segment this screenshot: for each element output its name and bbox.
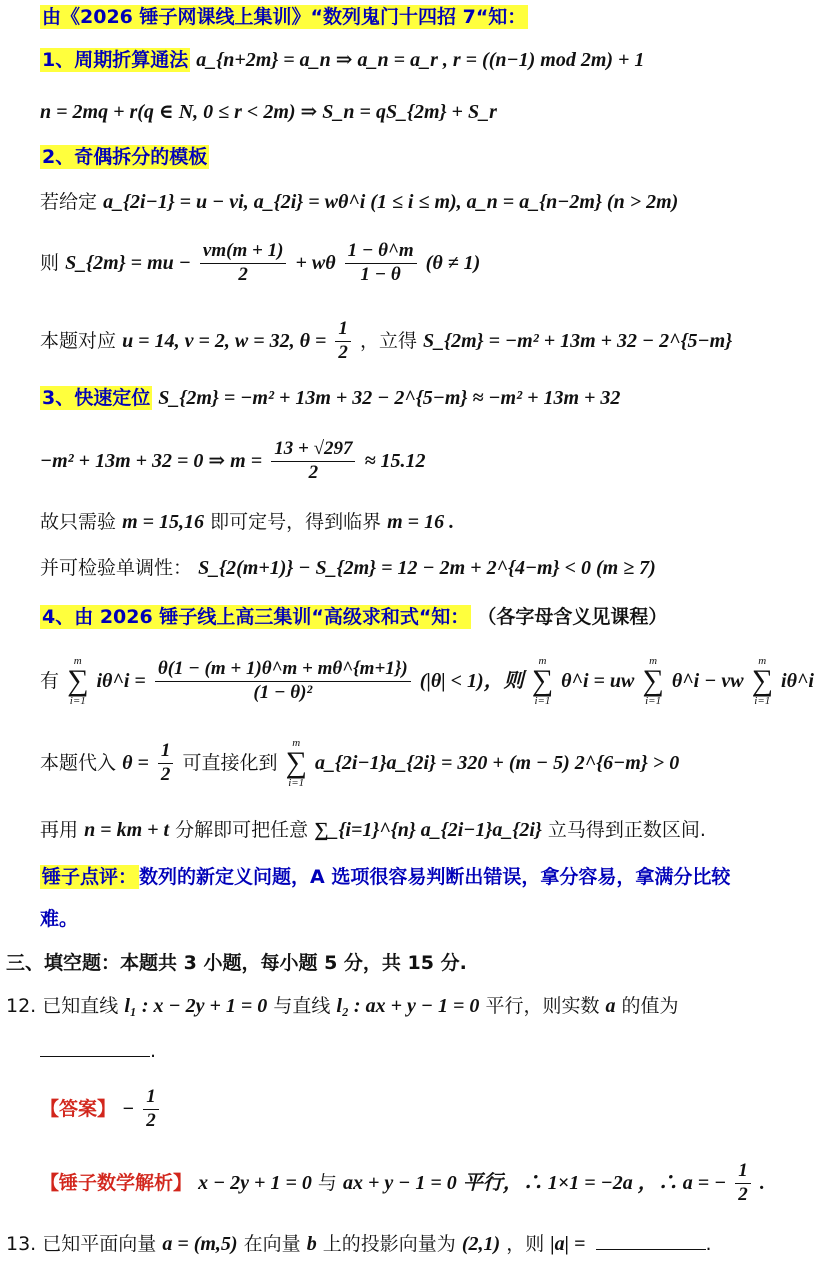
method3-root-lhs: −m² + 13m + 32 = 0 ⇒ m = xyxy=(40,449,263,472)
substitute-result: a_{2i−1}a_{2i} = 320 + (m − 5) 2^{6−m} > 0 xyxy=(314,751,680,774)
substitute-fraction xyxy=(158,740,174,787)
sum-symbol xyxy=(532,656,553,707)
method3-root-line xyxy=(40,438,425,485)
check-text-2: 即可定号，得到临界 xyxy=(210,511,382,533)
method1-formula2: n = 2mq + r(q ∈ N, 0 ≤ r < 2m) ⇒ S_n = qS_{2m} + S_r xyxy=(40,101,497,123)
q12-answer-blank[interactable] xyxy=(40,1056,150,1057)
answer-fraction xyxy=(143,1086,159,1133)
check-values: m = 15,16 xyxy=(122,511,205,533)
decompose-text-1: 再用 xyxy=(40,819,79,841)
sigma-glyph: ∑ xyxy=(531,664,554,697)
sum-symbol xyxy=(752,656,773,707)
sum-formula-label: 有 xyxy=(40,669,60,692)
sum-lower: i=1 xyxy=(534,694,551,707)
method2-given-line xyxy=(40,190,678,214)
sum-upper: m xyxy=(73,655,82,667)
method1-formula: a_{n+2m} = a_n ⇒ a_n = a_r , r = ((n−1) mod 2m) + 1 xyxy=(196,49,645,71)
q12-answer-line xyxy=(40,1086,162,1133)
analysis-line1: x − 2y + 1 = 0 xyxy=(198,1171,312,1194)
theta-fraction xyxy=(335,318,351,365)
sum-lower: i=1 xyxy=(288,776,305,789)
monotonic-label: 并可检验单调性： xyxy=(40,557,193,579)
sum-lower: i=1 xyxy=(645,694,662,707)
q12-text-3: 平行，则实数 xyxy=(485,995,600,1017)
substitute-line xyxy=(40,738,679,789)
substitute-text: 可直接化到 xyxy=(182,751,278,774)
fraction-denominator: 2 xyxy=(308,461,319,483)
q12-blank-line xyxy=(40,1040,156,1063)
q13-answer-blank[interactable] xyxy=(596,1249,706,1250)
method2-result-lhs: S_{2m} = mu − xyxy=(65,251,191,274)
fraction-denominator: 2 xyxy=(338,341,348,363)
sum-lower: i=1 xyxy=(69,694,86,707)
sigma-glyph: ∑ xyxy=(285,746,307,779)
method2-result-label: 则 xyxy=(40,251,60,274)
fraction-numerator: 1 xyxy=(335,318,351,342)
fraction-denominator: (1 − θ)² xyxy=(253,681,313,703)
method3-title: 3、快速定位 xyxy=(42,387,151,409)
method3-formula: S_{2m} = −m² + 13m + 32 − 2^{5−m} ≈ −m² + 13m + 32 xyxy=(158,387,621,409)
analysis-label: 【锤子数学解析】 xyxy=(40,1171,193,1194)
fraction-numerator: 1 − θ^m xyxy=(345,240,417,264)
sum-formula-lhs: iθ^i = xyxy=(96,669,146,692)
fraction-numerator: 13 + √297 xyxy=(271,438,355,462)
decompose-text-2: 分解即可把任意 xyxy=(175,819,309,841)
method2-given-formula: a_{2i−1} = u − vi, a_{2i} = wθ^i (1 ≤ i ≤ m), a_n = a_{n−2m} (n > 2m) xyxy=(103,191,679,213)
problem-values-label: 本题对应 xyxy=(40,329,117,352)
sigma-glyph: ∑ xyxy=(751,664,773,697)
check-text-1: 故只需验 xyxy=(40,511,117,533)
q12-line2: l₂ : ax + y − 1 = 0 xyxy=(336,995,480,1017)
analysis-connector: 与 xyxy=(317,1171,337,1194)
sum-formula-rhs2: θ^i − vw xyxy=(671,669,744,692)
intro-heading-text: 由《2026 锤子网课线上集训》“数列鬼门十四招 7“知： xyxy=(42,6,527,28)
method2-result-condition: (θ ≠ 1) xyxy=(425,251,481,274)
sum-upper: m xyxy=(758,655,767,667)
problem-values-line xyxy=(40,318,732,365)
sum-lower: i=1 xyxy=(754,694,771,707)
analysis-period: . xyxy=(759,1171,765,1194)
comment-line2 xyxy=(40,908,78,931)
fraction-numerator: 1 xyxy=(158,740,174,764)
method2-fraction-1 xyxy=(200,240,286,287)
check-critical: m = 16 . xyxy=(387,511,455,533)
q12-text-1: 12. 已知直线 xyxy=(6,995,119,1017)
method4-note: （各字母含义见课程） xyxy=(477,606,668,628)
sum-upper: m xyxy=(538,655,547,667)
q13-text-1: 13. 已知平面向量 xyxy=(6,1233,157,1255)
q12-var: a xyxy=(605,995,616,1017)
root-fraction xyxy=(271,438,355,485)
method1-line xyxy=(40,48,644,72)
q13-magnitude: |a| = xyxy=(550,1233,586,1255)
comment-label: 锤子点评： xyxy=(42,866,138,888)
q12-text-2: 与直线 xyxy=(273,995,331,1017)
analysis-line2: ax + y − 1 = 0 xyxy=(342,1171,457,1194)
method2-given-label: 若给定 xyxy=(40,191,98,213)
problem-values-result: S_{2m} = −m² + 13m + 32 − 2^{5−m} xyxy=(423,329,733,352)
section-three-title: 三、填空题：本题共 3 小题，每小题 5 分，共 15 分. xyxy=(6,952,467,974)
analysis-fraction xyxy=(735,1160,751,1207)
comment-line xyxy=(40,866,730,889)
fraction-numerator: 1 xyxy=(735,1160,751,1184)
q13-period: . xyxy=(705,1233,712,1255)
q12-period: . xyxy=(150,1040,157,1062)
q13-projection: (2,1) xyxy=(461,1233,501,1255)
fraction-denominator: 2 xyxy=(146,1109,156,1131)
substitute-label: 本题代入 xyxy=(40,751,117,774)
q13-vector-b: b xyxy=(306,1233,317,1255)
q12-text-4: 的值为 xyxy=(621,995,679,1017)
problem-values-formula: u = 14, v = 2, w = 32, θ = xyxy=(122,329,327,352)
q12-analysis-line xyxy=(40,1160,765,1207)
section-heading xyxy=(6,952,467,975)
method2-result-mid: + wθ xyxy=(295,251,336,274)
monotonic-formula: S_{2(m+1)} − S_{2m} = 12 − 2m + 2^{4−m} < 0 (m ≥ 7) xyxy=(198,557,656,579)
sum-symbol xyxy=(642,656,663,707)
q13-text-3: 上的投影向量为 xyxy=(322,1233,456,1255)
method1-line2 xyxy=(40,100,497,124)
q12-line1: l₁ : x − 2y + 1 = 0 xyxy=(124,995,268,1017)
check-line xyxy=(40,510,454,534)
decompose-formula: n = km + t xyxy=(84,819,170,841)
fraction-numerator: 1 xyxy=(143,1086,159,1110)
sum-formula-line xyxy=(40,656,814,707)
method3-line xyxy=(40,386,620,410)
question-12 xyxy=(6,994,679,1018)
intro-heading xyxy=(40,6,528,29)
sum-upper: m xyxy=(292,737,301,749)
sum-formula-condition: (|θ| < 1)，则 xyxy=(419,669,524,692)
monotonic-line xyxy=(40,556,656,580)
q13-text-4: ，则 xyxy=(506,1233,545,1255)
method2-line xyxy=(40,146,209,169)
decompose-line xyxy=(40,818,706,842)
sigma-glyph: ∑ xyxy=(67,664,89,697)
analysis-conclusion: 平行，∴ 1×1 = −2a ，∴ a = − xyxy=(462,1171,727,1194)
method4-line xyxy=(40,606,667,629)
sum-symbol xyxy=(67,656,88,707)
fraction-numerator: vm(m + 1) xyxy=(200,240,286,264)
sum-fraction xyxy=(155,658,411,705)
sum-symbol xyxy=(286,738,307,789)
comment-text-end: 难。 xyxy=(40,908,79,930)
fraction-denominator: 1 − θ xyxy=(360,263,401,285)
substitute-theta: θ = xyxy=(122,751,149,774)
sum-upper: m xyxy=(649,655,658,667)
sum-formula-rhs1: θ^i = uw xyxy=(561,669,635,692)
q13-text-2: 在向量 xyxy=(243,1233,301,1255)
fraction-denominator: 2 xyxy=(160,763,171,785)
problem-values-connector: ，立得 xyxy=(359,329,417,352)
question-13 xyxy=(6,1232,712,1256)
method2-fraction-2 xyxy=(345,240,417,287)
answer-sign: − xyxy=(122,1097,135,1120)
fraction-denominator: 2 xyxy=(238,263,248,285)
fraction-denominator: 2 xyxy=(738,1183,748,1205)
sum-formula-rhs3: iθ^i xyxy=(781,669,814,692)
method3-root-approx: ≈ 15.12 xyxy=(364,449,426,472)
sigma-glyph: ∑ xyxy=(642,664,664,697)
decompose-sum: ∑_{i=1}^{n} a_{2i−1}a_{2i} xyxy=(314,819,542,841)
q13-vector-a: a = (m,5) xyxy=(162,1233,238,1255)
method1-title: 1、周期折算通法 xyxy=(42,49,189,71)
decompose-text-3: 立马得到正数区间. xyxy=(547,819,706,841)
method2-result-line xyxy=(40,240,480,287)
fraction-numerator: θ(1 − (m + 1)θ^m + mθ^{m+1}) xyxy=(155,658,411,682)
method2-title: 2、奇偶拆分的模板 xyxy=(42,146,208,168)
comment-text: 数列的新定义问题，A 选项很容易判断出错误，拿分容易，拿满分比较 xyxy=(139,866,731,888)
method4-title: 4、由 2026 锤子线上高三集训“高级求和式“知： xyxy=(42,606,470,628)
answer-label: 【答案】 xyxy=(40,1097,117,1120)
